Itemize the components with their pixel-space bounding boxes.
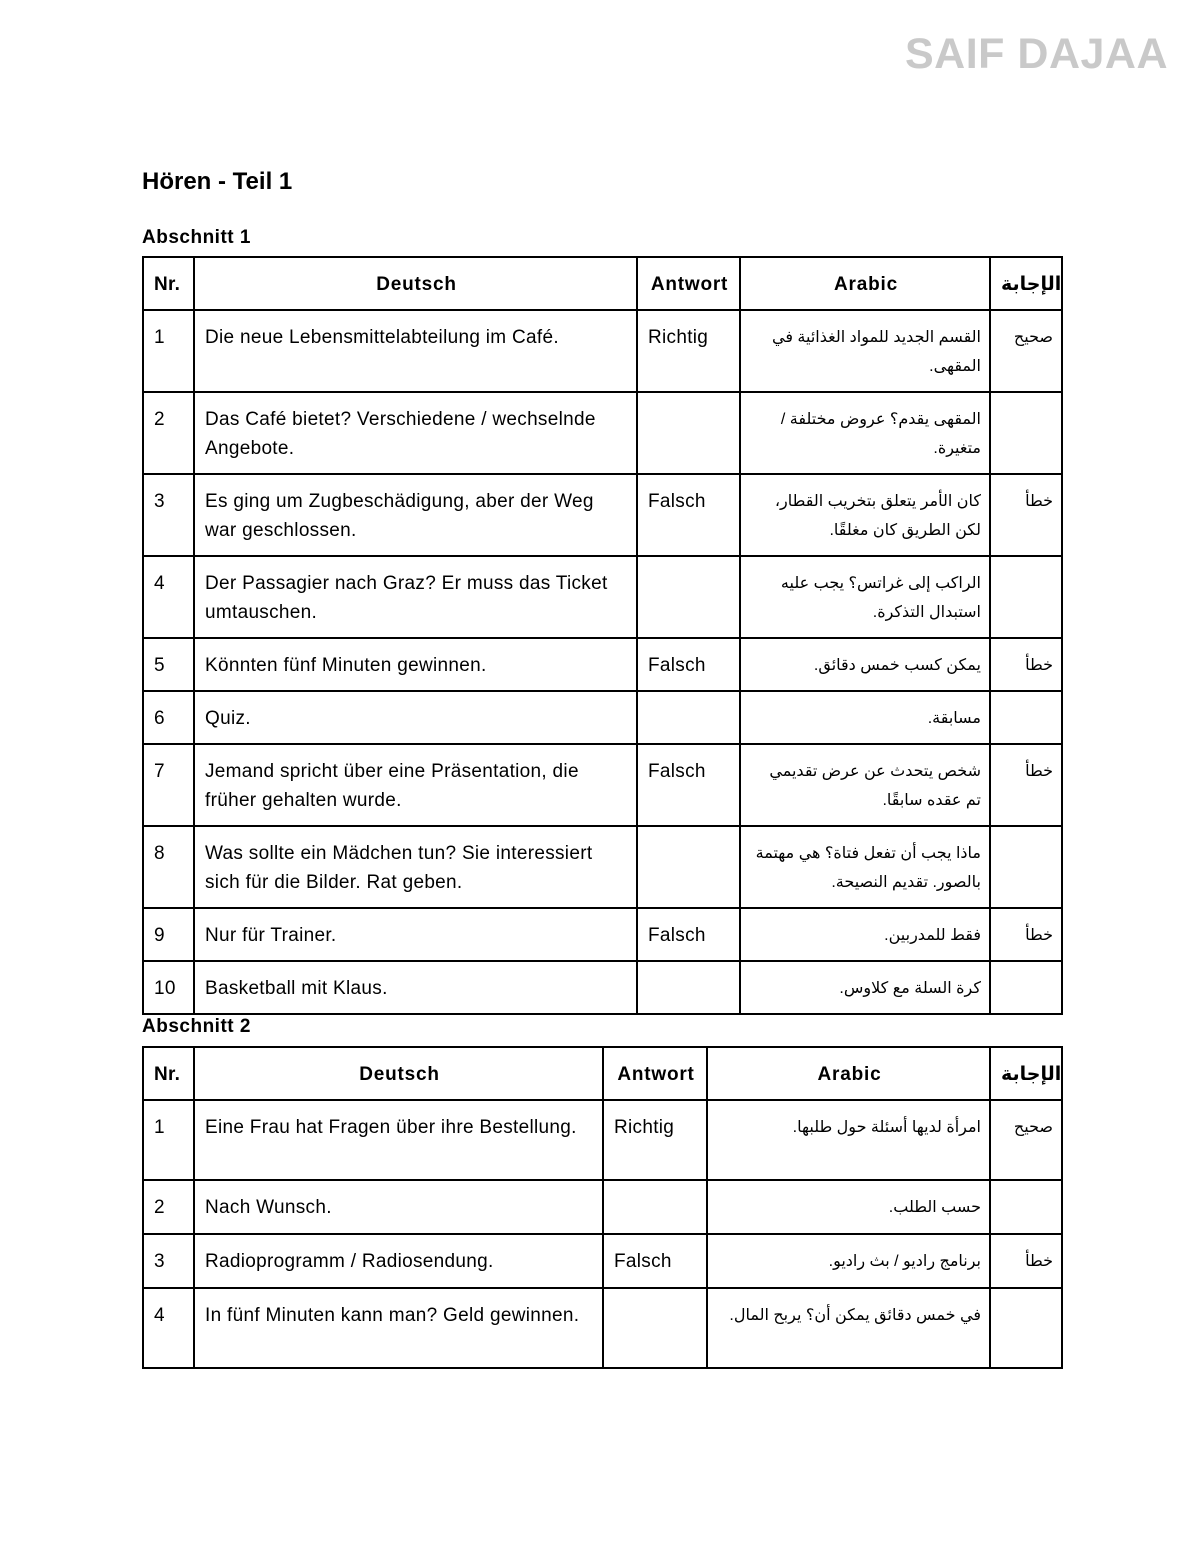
cell-nr: 2 — [143, 1180, 194, 1234]
cell-arabic: القسم الجديد للمواد الغذائية في المقهى. — [740, 310, 990, 392]
table-header-row — [143, 1047, 1062, 1100]
cell-deutsch: Der Passagier nach Graz? Er muss das Ticket umtauschen. — [194, 556, 637, 638]
section-2-label: Abschnitt 2 — [142, 1016, 251, 1037]
cell-deutsch: Die neue Lebensmittelabteilung im Café. — [194, 310, 637, 392]
table-row — [143, 1288, 1062, 1368]
cell-nr: 5 — [143, 638, 194, 691]
cell-arabic-answer: صحيح — [990, 310, 1062, 392]
cell-nr: 3 — [143, 474, 194, 556]
table-header-row — [143, 257, 1062, 310]
table-row — [143, 638, 1062, 691]
cell-deutsch: Das Café bietet? Verschiedene / wechselnde Angebote. — [194, 392, 637, 474]
cell-deutsch: In fünf Minuten kann man? Geld gewinnen. — [194, 1288, 603, 1368]
header-nr: Nr. — [143, 1047, 194, 1100]
header-deutsch: Deutsch — [194, 257, 637, 310]
cell-arabic: كرة السلة مع كلاوس. — [740, 961, 990, 1014]
cell-arabic-answer: خطأ — [990, 1234, 1062, 1288]
cell-arabic: ماذا يجب أن تفعل فتاة؟ هي مهتمة بالصور. تقديم النصيحة. — [740, 826, 990, 908]
cell-antwort — [637, 691, 740, 744]
cell-arabic: كان الأمر يتعلق بتخريب القطار، لكن الطريق كان مغلقًا. — [740, 474, 990, 556]
cell-antwort — [637, 826, 740, 908]
cell-antwort: Falsch — [637, 744, 740, 826]
cell-arabic-answer: خطأ — [990, 908, 1062, 961]
cell-nr: 3 — [143, 1234, 194, 1288]
header-antwort: Antwort — [603, 1047, 707, 1100]
cell-nr: 4 — [143, 556, 194, 638]
cell-antwort: Falsch — [637, 908, 740, 961]
cell-arabic: امرأة لديها أسئلة حول طلبها. — [707, 1100, 990, 1180]
cell-antwort — [637, 961, 740, 1014]
header-arabic: Arabic — [740, 257, 990, 310]
cell-arabic: برنامج راديو / بث راديو. — [707, 1234, 990, 1288]
cell-antwort — [603, 1288, 707, 1368]
cell-arabic-answer — [990, 1180, 1062, 1234]
cell-deutsch: Eine Frau hat Fragen über ihre Bestellung. — [194, 1100, 603, 1180]
cell-arabic-answer — [990, 691, 1062, 744]
table-row — [143, 908, 1062, 961]
cell-nr: 8 — [143, 826, 194, 908]
cell-arabic-answer: صحيح — [990, 1100, 1062, 1180]
cell-deutsch: Basketball mit Klaus. — [194, 961, 637, 1014]
cell-antwort: Richtig — [603, 1100, 707, 1180]
table-row — [143, 691, 1062, 744]
section-1-label: Abschnitt 1 — [142, 227, 251, 248]
vocab-table-section-1 — [142, 256, 1063, 1015]
table-row — [143, 1180, 1062, 1234]
cell-arabic-answer: خطأ — [990, 474, 1062, 556]
cell-antwort: Richtig — [637, 310, 740, 392]
cell-arabic-answer — [990, 826, 1062, 908]
table-row — [143, 961, 1062, 1014]
cell-arabic: المقهى يقدم؟ عروض مختلفة / متغيرة. — [740, 392, 990, 474]
cell-arabic-answer — [990, 556, 1062, 638]
cell-antwort — [637, 556, 740, 638]
cell-nr: 10 — [143, 961, 194, 1014]
header-arabic-answer: الإجابة — [990, 1047, 1062, 1100]
cell-arabic-answer — [990, 392, 1062, 474]
table-row — [143, 556, 1062, 638]
cell-antwort: Falsch — [637, 638, 740, 691]
cell-nr: 1 — [143, 310, 194, 392]
vocab-table-section-2 — [142, 1046, 1063, 1369]
cell-antwort — [603, 1180, 707, 1234]
cell-arabic: شخص يتحدث عن عرض تقديمي تم عقده سابقًا. — [740, 744, 990, 826]
cell-nr: 6 — [143, 691, 194, 744]
table-row — [143, 1100, 1062, 1180]
cell-arabic: في خمس دقائق يمكن أن؟ يربح المال. — [707, 1288, 990, 1368]
cell-arabic-answer — [990, 961, 1062, 1014]
cell-antwort: Falsch — [603, 1234, 707, 1288]
table-row — [143, 392, 1062, 474]
watermark: SAIF DAJAA — [905, 30, 1169, 78]
cell-arabic: الراكب إلى غراتس؟ يجب عليه استبدال التذكرة. — [740, 556, 990, 638]
cell-antwort: Falsch — [637, 474, 740, 556]
header-arabic-answer: الإجابة — [990, 257, 1062, 310]
cell-arabic-answer — [990, 1288, 1062, 1368]
page-title: Hören - Teil 1 — [142, 168, 293, 195]
header-arabic: Arabic — [707, 1047, 990, 1100]
cell-arabic: فقط للمدربين. — [740, 908, 990, 961]
header-deutsch: Deutsch — [194, 1047, 603, 1100]
cell-nr: 4 — [143, 1288, 194, 1368]
cell-deutsch: Quiz. — [194, 691, 637, 744]
cell-nr: 2 — [143, 392, 194, 474]
table-row — [143, 310, 1062, 392]
cell-nr: 7 — [143, 744, 194, 826]
header-antwort: Antwort — [637, 257, 740, 310]
cell-arabic-answer: خطأ — [990, 744, 1062, 826]
cell-arabic: مسابقة. — [740, 691, 990, 744]
cell-deutsch: Radioprogramm / Radiosendung. — [194, 1234, 603, 1288]
table-row — [143, 744, 1062, 826]
cell-arabic: حسب الطلب. — [707, 1180, 990, 1234]
cell-deutsch: Jemand spricht über eine Präsentation, die früher gehalten wurde. — [194, 744, 637, 826]
cell-arabic-answer: خطأ — [990, 638, 1062, 691]
cell-nr: 9 — [143, 908, 194, 961]
table-row — [143, 474, 1062, 556]
cell-deutsch: Es ging um Zugbeschädigung, aber der Weg war geschlossen. — [194, 474, 637, 556]
cell-antwort — [637, 392, 740, 474]
header-nr: Nr. — [143, 257, 194, 310]
cell-deutsch: Nach Wunsch. — [194, 1180, 603, 1234]
cell-deutsch: Könnten fünf Minuten gewinnen. — [194, 638, 637, 691]
cell-deutsch: Nur für Trainer. — [194, 908, 637, 961]
table-row — [143, 826, 1062, 908]
table-row — [143, 1234, 1062, 1288]
cell-nr: 1 — [143, 1100, 194, 1180]
cell-deutsch: Was sollte ein Mädchen tun? Sie interessiert sich für die Bilder. Rat geben. — [194, 826, 637, 908]
cell-arabic: يمكن كسب خمس دقائق. — [740, 638, 990, 691]
